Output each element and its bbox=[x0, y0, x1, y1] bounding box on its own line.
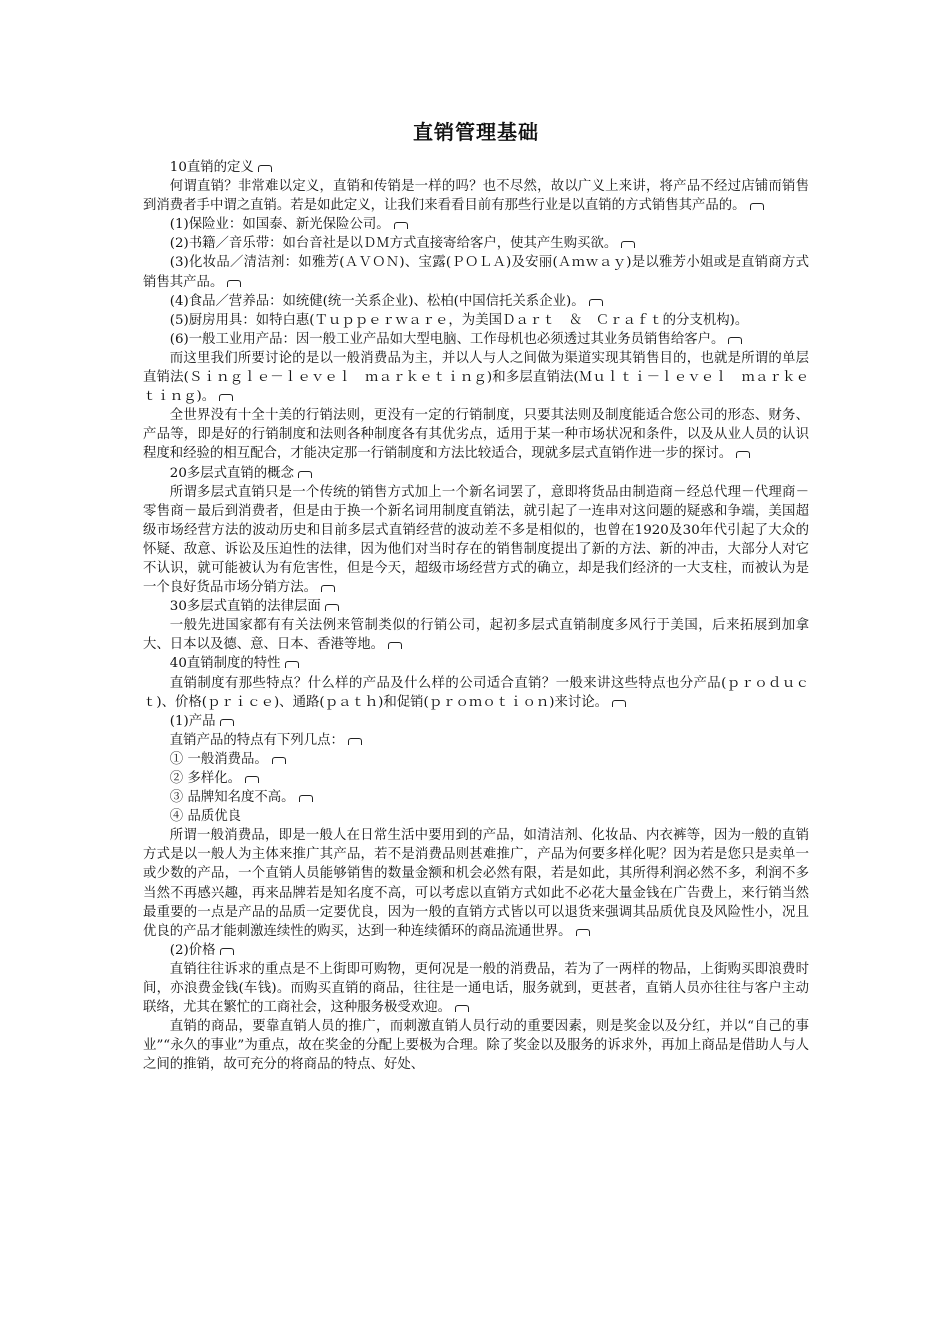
section-heading bbox=[143, 158, 809, 177]
paragraph-text: (1)产品 bbox=[169, 713, 216, 729]
paragraph-text: 一般先进国家都有有关法例来管制类似的行销公司，起初多层式直销制度多风行于美国，后来拓展到加拿大、日本以及德、意、日本、香港等地。 bbox=[143, 618, 809, 653]
document-title: 直销管理基础 bbox=[413, 120, 539, 144]
list-item bbox=[143, 750, 809, 769]
paragraph-text: 20多层式直销的概念 bbox=[169, 465, 294, 481]
paragraph bbox=[143, 406, 809, 463]
paragraph-text: 直销制度有那些特点？什么样的产品及什么样的公司适合直销？一般来讲这些特点也分产品(ｐｒｏｄｕｃｔ)、价格(ｐｒｉｃｅ)、通路(ｐａｔｈ)和促销(ｐｒｏｍｏｔｉｏｎ)来讨论。 bbox=[143, 675, 809, 710]
paragraph-text: ④ 品质优良 bbox=[169, 809, 242, 825]
paragraph-text: 何谓直销？非常难以定义，直销和传销是一样的吗？也不尽然，故以广义上来讲，将产品不经过店铺而销售到消费者手中谓之直销。若是如此定义，让我们来看看目前有那些行业是以直销的方式销售其产品的。 bbox=[143, 179, 809, 214]
list-item bbox=[143, 941, 809, 960]
paragraph-text: (4)食品／营养品：如统健(统一关系企业)、松柏(中国信托关系企业)。 bbox=[169, 293, 585, 309]
document-body bbox=[143, 158, 809, 1075]
paragraph-text: 所谓多层式直销只是一个传统的销售方式加上一个新名词罢了，意即将货品由制造商－经总代理－代理商－零售商－最后到消费者，但是由于换一个新名词用制度直销法，就引起了一连串对这问题的疑惑和争端，美国超级市场经营方法的波动历史和目前多层式直销经营的波动差不多是相似的，也曾在1920及30年代引起了大众的怀疑、敌意、诉讼及压迫性的法律，因为他们对当时存在的销售制度提出了新的方法、新的冲击，大部分人对它不认识，就可能被认为有危害性，但是今天，超级市场经营方式的确立，却是我们经济的一大支柱，而被认为是一个良好货品市场分销方法。 bbox=[143, 484, 809, 596]
paragraph bbox=[143, 330, 809, 349]
paragraph-text: 10直销的定义 bbox=[169, 160, 254, 175]
list-item bbox=[143, 807, 809, 826]
paragraph-mark-icon bbox=[394, 222, 408, 229]
paragraph-mark-icon bbox=[220, 719, 234, 726]
paragraph bbox=[143, 1017, 809, 1074]
paragraph-mark-icon bbox=[321, 585, 335, 592]
list-item bbox=[143, 788, 809, 807]
section-heading bbox=[143, 597, 809, 616]
paragraph-text: 所谓一般消费品，即是一般人在日常生活中要用到的产品，如清洁剂、化妆品、内衣裤等，因为一般的直销方式是以一般人为主体来推广其产品，若不是消费品则甚难推广，产品为何要多样化呢？因为若是您只是卖单一或少数的产品，一个直销人员能够销售的数量金额和机会必然有限，若是如此，其所得利润必然不多，利润不多当然不再感兴趣，再来品牌若是知名度不高，可以考虑以直销方式如此不必花大量金钱在广告费上，来行销当然最重要的一点是产品的品质一定要优良，因为一般的直销方式皆以可以退货来强调其品质优良及风险性小，况且优良的产品才能刺激连续性的购买，达到一种连续循环的商品流通世界。 bbox=[143, 828, 809, 939]
paragraph-text: 40直销制度的特性 bbox=[169, 656, 281, 672]
paragraph-mark-icon bbox=[299, 795, 313, 802]
list-item bbox=[143, 292, 809, 311]
paragraph-mark-icon bbox=[576, 929, 590, 936]
paragraph-text: 直销的商品，要靠直销人员的推广，而刺激直销人员行动的重要因素，则是奖金以及分红，并以“自己的事业”“永久的事业”为重点，故在奖金的分配上要极为合理。除了奖金以及服务的诉求外，再加上商品是借助人与人之间的推销，故可充分的将商品的特点、好处、 bbox=[143, 1019, 809, 1073]
section-heading bbox=[143, 654, 809, 673]
paragraph bbox=[143, 616, 809, 654]
paragraph-mark-icon bbox=[220, 948, 234, 955]
list-item bbox=[143, 731, 809, 750]
section-heading bbox=[143, 464, 809, 483]
list-item bbox=[143, 234, 809, 253]
paragraph-mark-icon bbox=[348, 738, 362, 745]
paragraph-mark-icon bbox=[219, 394, 233, 401]
paragraph-text: (6)一般工业用产品：因一般工业产品如大型电脑、工作母机也必须透过其业务员销售给客户。 bbox=[169, 331, 725, 347]
paragraph bbox=[143, 483, 809, 598]
paragraph-mark-icon bbox=[272, 757, 286, 764]
document-page bbox=[143, 118, 809, 1075]
paragraph bbox=[143, 826, 809, 941]
list-item bbox=[143, 712, 809, 731]
paragraph bbox=[143, 253, 809, 291]
paragraph-mark-icon bbox=[455, 1005, 469, 1012]
paragraph bbox=[143, 177, 809, 215]
paragraph bbox=[143, 311, 809, 330]
paragraph-mark-icon bbox=[388, 642, 402, 649]
paragraph-mark-icon bbox=[285, 661, 299, 668]
paragraph-mark-icon bbox=[612, 700, 626, 707]
paragraph-text: (2)书籍／音乐带：如台音社是以ＤＭ方式直接寄给客户，使其产生购买欲。 bbox=[169, 236, 618, 252]
paragraph-text: ② 多样化。 bbox=[169, 771, 242, 786]
paragraph-mark-icon bbox=[227, 280, 241, 287]
paragraph-text: 30多层式直销的法律层面 bbox=[169, 599, 321, 615]
paragraph-mark-icon bbox=[245, 776, 259, 783]
paragraph-mark-icon bbox=[621, 241, 635, 248]
paragraph-mark-icon bbox=[728, 337, 742, 344]
list-item bbox=[143, 769, 809, 788]
paragraph-mark-icon bbox=[750, 203, 764, 210]
list-item bbox=[143, 215, 809, 234]
paragraph-text: 而这里我们所要讨论的是以一般消费品为主，并以人与人之间做为渠道实现其销售目的，也就是所谓的单层直销法(Ｓｉｎｇｌｅ－ｌｅｖｅｌ ｍａｒｋｅｔｉｎｇ)和多层直销法(Ｍｕｌｔｉ－ｌｅｖｅｌ ｍａｒｋｅｔｉｎｇ)。 bbox=[143, 350, 809, 405]
paragraph-mark-icon bbox=[736, 451, 750, 458]
paragraph-text: ③ 品牌知名度不高。 bbox=[169, 790, 295, 806]
paragraph-text: 直销产品的特点有下列几点： bbox=[169, 732, 344, 748]
paragraph-text: 直销往往诉求的重点是不上街即可购物，更何况是一般的消费品，若为了一两样的物品，上街购买即浪费时间，亦浪费金钱(车钱)。而购买直销的商品，往往是一通电话，服务就到，更甚者，直销人员亦往往与客户主动联络，尤其在繁忙的工商社会，这种服务极受欢迎。 bbox=[143, 961, 809, 1016]
paragraph-text: (2)价格 bbox=[169, 942, 216, 958]
paragraph bbox=[143, 349, 809, 406]
paragraph-text: (1)保险业：如国泰、新光保险公司。 bbox=[169, 217, 390, 233]
paragraph-text: 全世界没有十全十美的行销法则，更没有一定的行销制度，只要其法则及制度能适合您公司的形态、财务、产品等，即是好的行销制度和法则各种制度各有其优劣点，适用于某一种市场状况和条件，以及从业人员的认识程度和经验的相互配合，才能决定那一行销制度和方法比较适合，现就多层式直销作进一步的探讨。 bbox=[143, 408, 809, 462]
paragraph-mark-icon bbox=[589, 299, 603, 306]
paragraph-text: (3)化妆品／清洁剂：如雅芳(ＡＶＯＮ)、宝露(ＰＯＬＡ)及安丽(Ａｍｗａｙ)是以雅芳小姐或是直销商方式销售其产品。 bbox=[143, 255, 809, 290]
paragraph-mark-icon bbox=[298, 471, 312, 478]
paragraph-mark-icon bbox=[325, 604, 339, 611]
paragraph-text: ① 一般消费品。 bbox=[169, 751, 268, 767]
paragraph-text: (5)厨房用具：如特白惠(Ｔｕｐｐｅｒｗａｒｅ，为美国Ｄａｒｔ ＆ Ｃｒａｆｔ的分支机构)。 bbox=[169, 312, 749, 328]
paragraph bbox=[143, 674, 809, 712]
paragraph-mark-icon bbox=[258, 165, 272, 172]
paragraph bbox=[143, 960, 809, 1017]
